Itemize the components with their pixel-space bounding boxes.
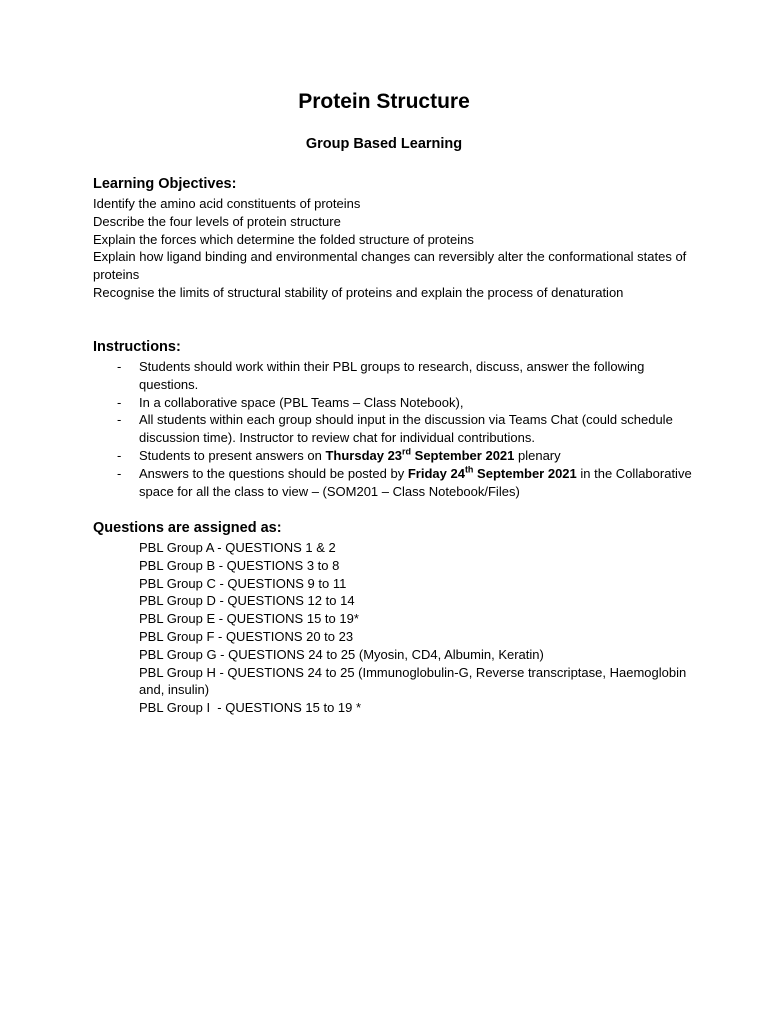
ordinal-suffix: rd (402, 446, 412, 457)
instruction-text: Students to present answers on (139, 447, 326, 463)
instruction-text: Answers to the questions should be posted by (139, 465, 408, 481)
ordinal-suffix: th (464, 464, 474, 475)
group-assignment-item: PBL Group C - QUESTIONS 9 to 11 (139, 575, 347, 591)
bullet-dash: - (117, 359, 122, 374)
instruction-text: plenary (514, 447, 561, 463)
instruction-item (93, 447, 693, 465)
page-subtitle: Group Based Learning (305, 136, 463, 152)
instructions-list (93, 358, 693, 500)
question-assignments-list (93, 539, 693, 717)
group-assignment-item: PBL Group F - QUESTIONS 20 to 23 (139, 628, 354, 644)
objective-item: Describe the four levels of protein structure (93, 213, 341, 229)
presentation-date-day: Thursday 23 (325, 447, 403, 463)
instructions-section (93, 338, 693, 500)
submission-date (408, 466, 577, 481)
group-assignment-item: PBL Group B - QUESTIONS 3 to 8 (139, 557, 340, 573)
instruction-item (93, 358, 693, 394)
group-assignment-item: PBL Group H - QUESTIONS 24 to 25 (Immunoglobulin-G, Reverse transcriptase, Haemoglobin and, insulin) (139, 664, 690, 698)
learning-objectives-list (93, 195, 693, 302)
bullet-dash: - (117, 394, 122, 410)
instruction-text: All students within each group should input in the discussion via Teams Chat (could schedule discussion time). Instructor to review chat for individual contributions. (139, 412, 673, 446)
instructions-heading: Instructions: (93, 339, 181, 355)
group-assignment-item: PBL Group I - QUESTIONS 15 to 19 * (139, 700, 362, 716)
bullet-dash: - (117, 412, 122, 428)
learning-objectives-section (93, 175, 693, 302)
instruction-item (93, 465, 693, 501)
page-title: Protein Structure (298, 90, 470, 113)
submission-date-day: Friday 24 (407, 465, 465, 481)
learning-objectives-heading: Learning Objectives: (93, 176, 237, 192)
submission-date-month: September 2021 (473, 465, 577, 481)
presentation-date (325, 448, 514, 463)
group-assignment-item: PBL Group E - QUESTIONS 15 to 19* (139, 611, 359, 627)
presentation-date-month: September 2021 (411, 447, 515, 463)
instruction-text: In a collaborative space (PBL Teams – Class Notebook), (139, 394, 464, 410)
objective-item: Explain how ligand binding and environmental changes can reversibly alter the conformational states of proteins (93, 249, 687, 283)
instruction-text: Students should work within their PBL groups to research, discuss, answer the following questions. (139, 359, 645, 392)
group-assignment-item: PBL Group G - QUESTIONS 24 to 25 (Myosin, CD4, Albumin, Keratin) (139, 646, 544, 662)
group-assignment-item: PBL Group A - QUESTIONS 1 & 2 (139, 540, 336, 555)
question-assignments-section (93, 519, 693, 717)
objective-item: Explain the forces which determine the folded structure of proteins (93, 231, 474, 247)
bullet-dash: - (117, 465, 122, 481)
objective-item: Identify the amino acid constituents of proteins (93, 196, 361, 211)
instruction-item (93, 411, 693, 447)
objective-item: Recognise the limits of structural stability of proteins and explain the process of denaturation (93, 284, 624, 300)
instruction-text: in the Collaborative space for all the class to view – (SOM201 – Class Notebook/Files) (139, 465, 692, 499)
instruction-item (93, 394, 693, 412)
bullet-dash: - (117, 447, 122, 463)
group-assignment-item: PBL Group D - QUESTIONS 12 to 14 (139, 593, 355, 609)
question-assignments-heading: Questions are assigned as: (93, 520, 282, 536)
